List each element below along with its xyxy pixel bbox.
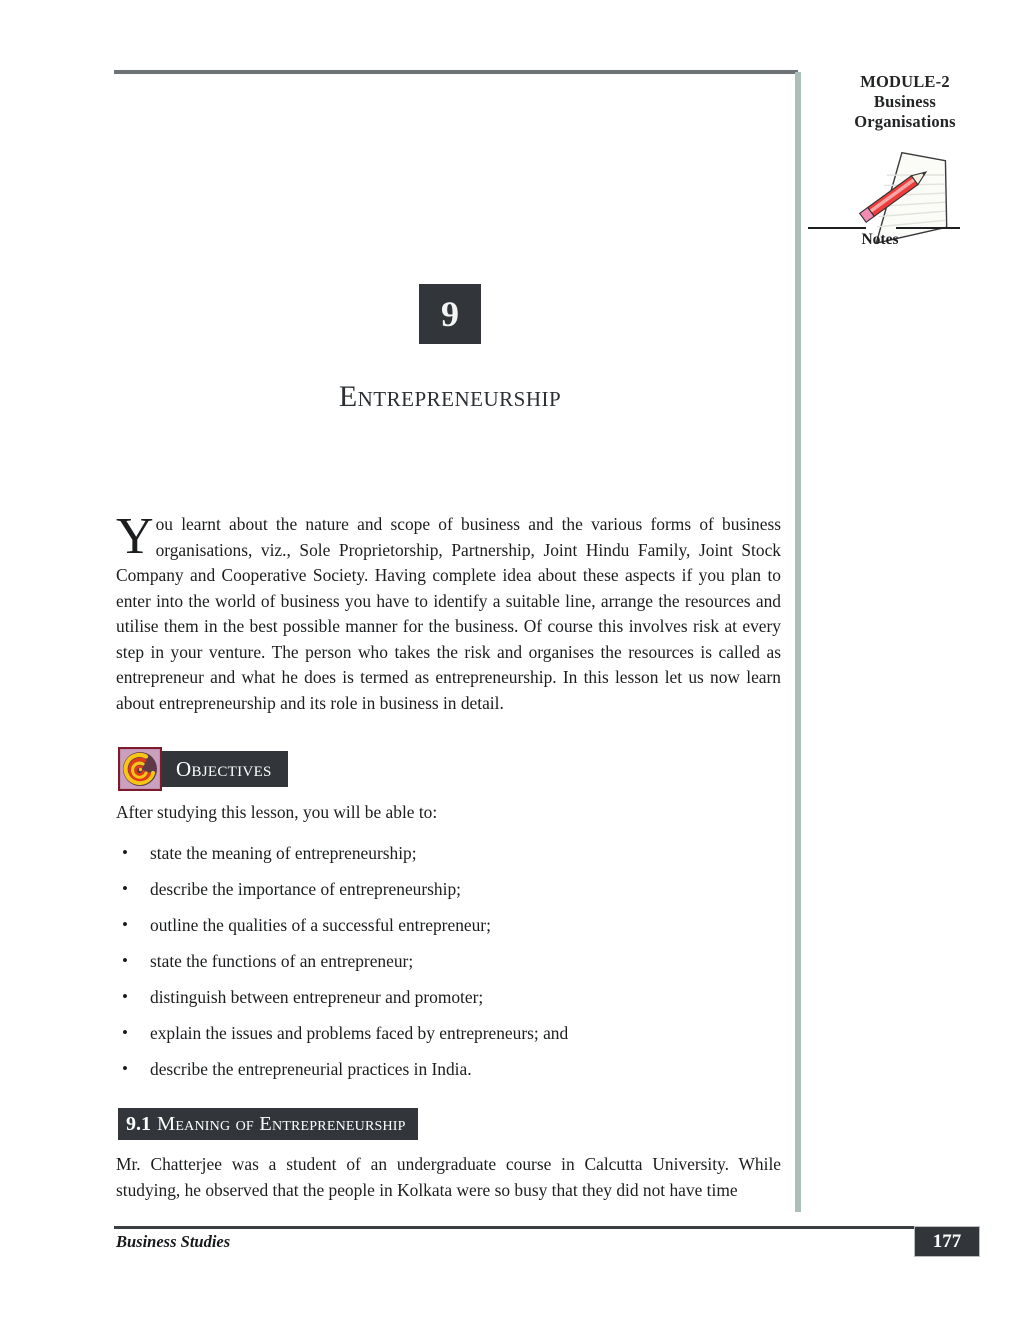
module-line-2: Business	[873, 92, 937, 111]
footer-book-title: Business Studies	[116, 1232, 231, 1251]
list-item	[116, 986, 776, 1008]
bullet-icon: •	[122, 843, 128, 862]
list-item	[116, 914, 776, 936]
objectives-banner-label: Objectives	[162, 751, 288, 787]
module-heading	[805, 72, 1005, 132]
section-heading-banner	[118, 1108, 418, 1140]
drop-cap: Y	[116, 508, 154, 565]
bullet-icon: •	[122, 987, 128, 1006]
intro-section	[116, 508, 781, 716]
notes-rule-left	[808, 227, 866, 229]
section-title: Meaning of Entrepreneurship	[157, 1112, 406, 1135]
bullet-icon: •	[122, 951, 128, 970]
bullet-icon: •	[122, 879, 128, 898]
objectives-lead-in: After studying this lesson, you will be able to:	[116, 802, 438, 822]
list-item-text: describe the entrepreneurial practices in India.	[150, 1059, 472, 1079]
objectives-spiral-target-icon	[118, 747, 162, 791]
list-item-text: describe the importance of entrepreneurship;	[150, 879, 461, 899]
footer-rule	[114, 1226, 960, 1229]
page-title: Entrepreneurship	[338, 380, 562, 413]
list-item-text: state the meaning of entrepreneurship;	[150, 843, 417, 863]
header-rule	[114, 70, 798, 74]
bullet-icon: •	[122, 1023, 128, 1042]
list-item-text: state the functions of an entrepreneur;	[150, 951, 414, 971]
bullet-icon: •	[122, 915, 128, 934]
list-item	[116, 1058, 776, 1080]
intro-paragraph	[116, 508, 781, 716]
section-number: 9.1	[126, 1112, 151, 1135]
objectives-list	[116, 842, 776, 1094]
margin-vertical-rule	[795, 72, 801, 1212]
chapter-number-badge: 9	[419, 284, 481, 344]
margin-column	[805, 72, 1005, 246]
objectives-heading-row	[118, 747, 288, 791]
page-number-badge: 177	[914, 1226, 980, 1257]
module-line-1: MODULE-2	[860, 72, 950, 91]
section-paragraph: Mr. Chatterjee was a student of an undergraduate course in Calcutta University. While studying, he observed that the people in Kolkata were so busy that they did not have time	[116, 1154, 781, 1200]
list-item-text: outline the qualities of a successful entrepreneur;	[150, 915, 491, 935]
intro-paragraph-text: ou learnt about the nature and scope of business and the various forms of business organisations, viz., Sole Proprietorship, Partnership, Joint Hindu Family, Joint Stock Company and Cooperative Society. Having complete idea about these aspects if you plan to enter into the world of business you have to identify a suitable line, arrange the resources and utilise them in the best possible manner for the business. Of course this involves risk at every step in your venture. The person who takes the risk and organises the resources is called as entrepreneur and what he does is termed as entrepreneurship. In this lesson let us now learn about entrepreneurship and its role in business in detail.	[116, 514, 781, 713]
list-item	[116, 878, 776, 900]
notes-rule-right	[896, 227, 960, 229]
module-line-3: Organisations	[854, 112, 956, 131]
list-item-text: distinguish between entrepreneur and promoter;	[150, 987, 484, 1007]
list-item	[116, 950, 776, 972]
list-item-text: explain the issues and problems faced by entrepreneurs; and	[150, 1023, 569, 1043]
bullet-icon: •	[122, 1059, 128, 1078]
list-item	[116, 842, 776, 864]
list-item	[116, 1022, 776, 1044]
notes-label: Notes	[861, 231, 899, 248]
